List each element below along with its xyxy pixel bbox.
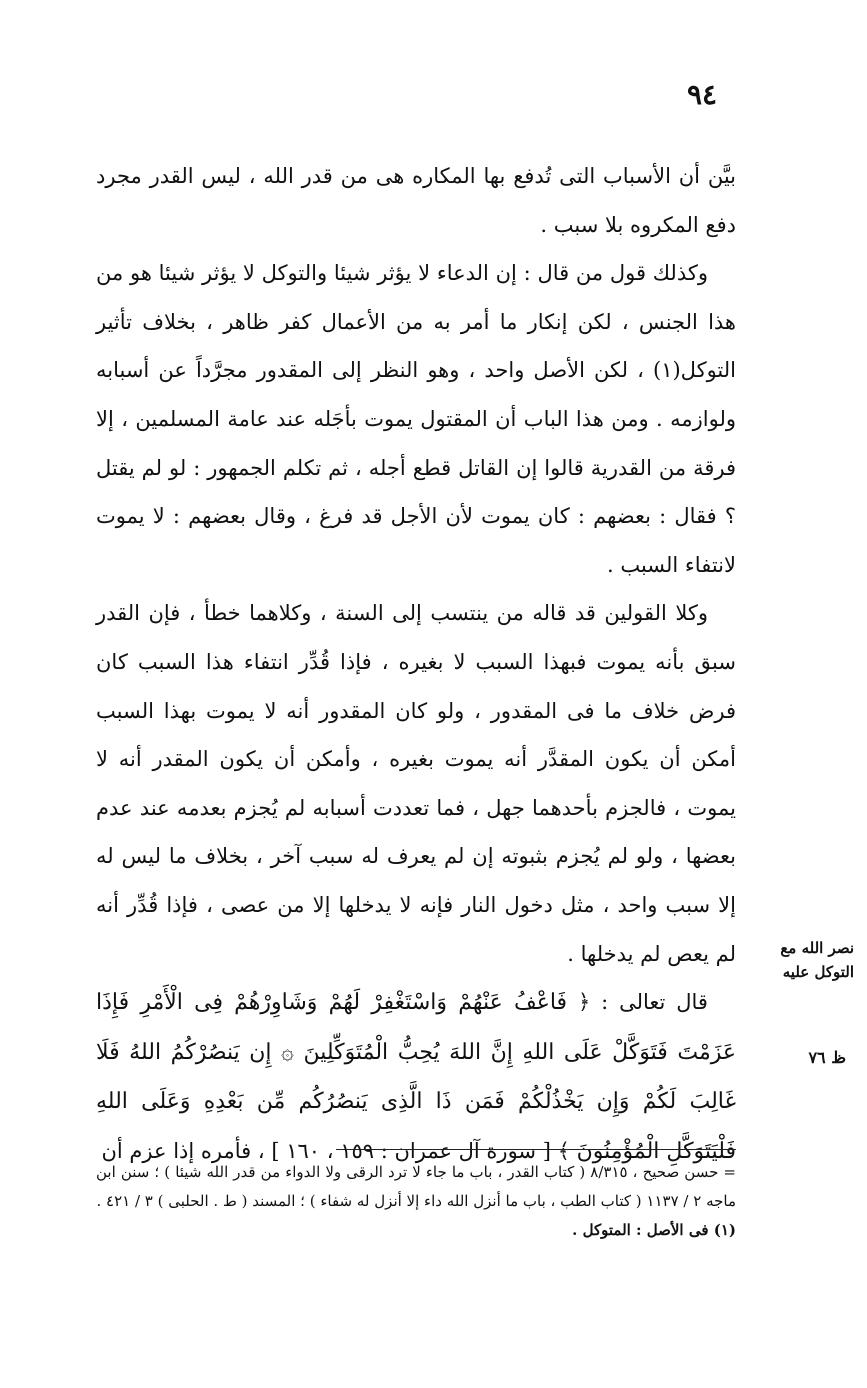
verse-close: ﴾	[557, 1138, 570, 1163]
footnote-divider	[336, 1149, 736, 1150]
main-text	[96, 152, 736, 1176]
page-number: ٩٤	[686, 78, 718, 111]
verse-reference: [ سورة آل عمران : ١٥٩ ، ١٦٠ ]	[271, 1138, 551, 1163]
quran-verse: فَاعْفُ عَنْهُمْ وَاسْتَغْفِرْ لَهُمْ وَشَاوِرْهُمْ فِى الْأَمْرِ فَإِذَا عَزَمْتَ فَتَوَكَّلْ عَلَى اللهِ إِنَّ اللهَ يُحِبُّ الْمُتَوَكِّلِينَ ۞ إِن يَنصُرْكُمُ اللهُ فَلَا غَالِبَ لَكُمْ وَإِن يَخْذُلْكُمْ فَمَن ذَا الَّذِى يَنصُرُكُم مِّن بَعْدِهِ وَعَلَى اللهِ فَلْيَتَوَكَّلِ الْمُؤْمِنُونَ	[96, 990, 736, 1164]
paragraph-1: بيَّن أن الأسباب التى تُدفع بها المكاره هى من قدر الله ، ليس القدر مجرد دفع المكروه بلا سبب .	[96, 164, 736, 237]
footnote-1: (١) فى الأصل : المتوكل .	[572, 1221, 736, 1239]
footnote-continuation: = حسن صحيح ، ٨/٣١٥ ( كتاب القدر ، باب ما جاء لا ترد الرقى ولا الدواء من قدر الله شيئا ) ؛ سنن ابن ماجه ٢ / ١١٣٧ ( كتاب الطب ، باب ما أنزل الله داء إلا أنزل له شفاء ) ؛ المسند ( ط . الحلبى ) ٣ / ٤٢١ .	[96, 1163, 736, 1210]
margin-topic-note: نصر الله مع التوكل عليه	[780, 939, 854, 981]
paragraph-3: وكلا القولين قد قاله من ينتسب إلى السنة ، وكلاهما خطأ ، فإن القدر سبق بأنه يموت فبهذا السبب لا بغيره ، فإذا قُدِّر انتفاء هذا السبب كان فرض خلاف ما فى المقدور ، ولو كان المقدور أنه لا يموت بهذا السبب أمكن أن يكون المقدَّر أنه يموت بغيره ، وأمكن أن يكون المقدر أنه لا يموت ، فالجزم بأحدهما جهل ، فما تعددت أسبابه لم يُجزم بعدمه عند عدم بعضها ، ولو لم يُجزم بثبوته إن لم يعرف له سبب آخر ، بخلاف ما ليس له إلا سبب واحد ، مثل دخول النار فإنه لا يدخلها إلا من عصى ، فإذا قُدِّر أنه لم يعص لم يدخلها .	[96, 601, 737, 966]
paragraph-4-verse	[96, 978, 736, 1176]
margin-manuscript-ref: ظ ٧٦	[808, 1048, 846, 1067]
verse-intro: قال تعالى : ﴿	[577, 990, 708, 1015]
paragraph-2: وكذلك قول من قال : إن الدعاء لا يؤثر شيئا والتوكل لا يؤثر شيئا هو من هذا الجنس ، لكن إنكار ما أمر به من الأعمال كفر ظاهر ، بخلاف تأثير التوكل(١) ، لكن الأصل واحد ، وهو النظر إلى المقدور مجرَّداً عن أسبابه ولوازمه . ومن هذا الباب أن المقتول يموت بأجَله عند عامة المسلمين ، إلا فرقة من القدرية قالوا إن القاتل قطع أجله ، ثم تكلم الجمهور : لو لم يقتل ؟ فقال : بعضهم : كان يموت لأن الأجل قد فرغ ، وقال بعضهم : لا يموت لانتفاء السبب .	[96, 261, 736, 577]
footnotes	[96, 1158, 736, 1245]
paragraph-tail: ، فأمره إذا عزم أن	[101, 1138, 265, 1163]
